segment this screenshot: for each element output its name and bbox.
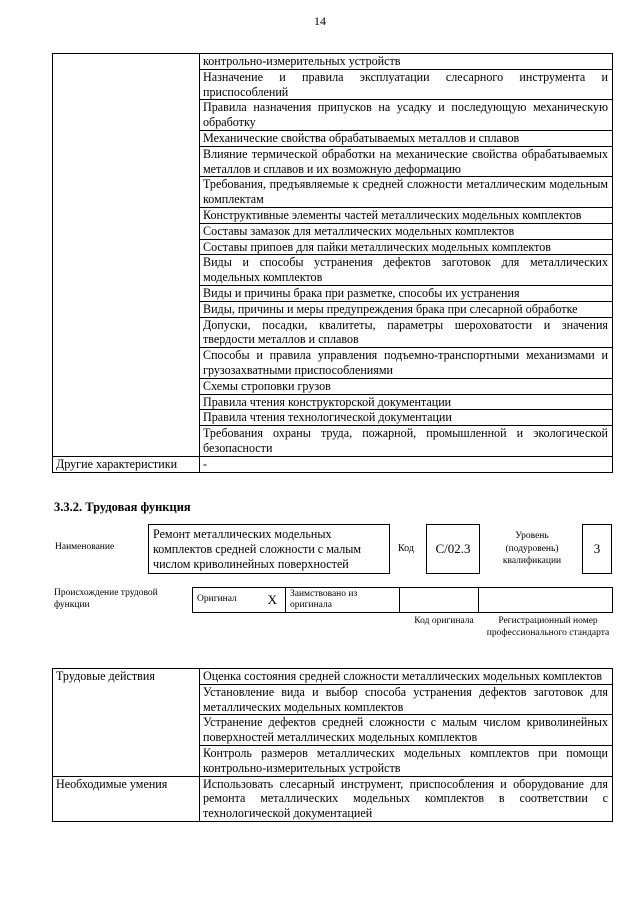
labor-action-item: Устранение дефектов средней сложности с малым числом криволинейных поверхностей металлических модельных комплектов bbox=[200, 715, 613, 746]
function-name-value: Ремонт металлических модельных комплектов средней сложности с малым числом криволинейных поверхностей bbox=[148, 524, 390, 574]
knowledge-item: Требования охраны труда, пожарной, промышленной и экологической безопасности bbox=[200, 426, 613, 457]
borrowed-cell bbox=[286, 588, 400, 613]
knowledge-item: Правила чтения технологической документации bbox=[200, 410, 613, 426]
origin-table bbox=[192, 587, 613, 613]
other-characteristics-label: Другие характеристики bbox=[53, 456, 200, 472]
original-mark: X bbox=[267, 592, 277, 608]
qualification-level-value: 3 bbox=[582, 524, 612, 574]
function-code-value: С/02.3 bbox=[426, 524, 480, 574]
knowledge-item: Правила чтения конструкторской документации bbox=[200, 394, 613, 410]
labor-action-label: Трудовые действия bbox=[53, 669, 200, 777]
table-row bbox=[53, 776, 613, 821]
table-row bbox=[53, 54, 613, 70]
knowledge-table bbox=[52, 53, 613, 473]
actions-table bbox=[52, 668, 613, 822]
required-skill-item: Использовать слесарный инструмент, приспособления и оборудование для ремонта металлических модельных комплектов в соответствии с технологической документацией bbox=[200, 776, 613, 821]
borrowed-label: Заимствовано из оригинала bbox=[290, 588, 358, 610]
knowledge-item: Виды, причины и меры предупреждения брака при слесарной обработке bbox=[200, 301, 613, 317]
labor-action-item: Установление вида и выбор способа устранения дефектов заготовок для металлических модельных комплектов bbox=[200, 684, 613, 715]
reg-number-label: Регистрационный номер профессионального стандарта bbox=[486, 616, 610, 638]
knowledge-item: Способы и правила управления подъемно-транспортными механизмами и грузозахватными приспособлениями bbox=[200, 348, 613, 379]
knowledge-item: Виды и способы устранения дефектов заготовок для металлических модельных комплектов bbox=[200, 255, 613, 286]
code-original-label: Код оригинала bbox=[414, 616, 474, 626]
labor-action-item: Оценка состояния средней сложности металлических модельных комплектов bbox=[200, 669, 613, 685]
knowledge-item: Требования, предъявляемые к средней сложности металлическим модельным комплектам bbox=[200, 177, 613, 208]
knowledge-item: Виды и причины брака при разметке, способы их устранения bbox=[200, 285, 613, 301]
knowledge-item: Механические свойства обрабатываемых металлов и сплавов bbox=[200, 130, 613, 146]
knowledge-item: Составы замазок для металлических модельных комплектов bbox=[200, 223, 613, 239]
other-characteristics-row bbox=[53, 456, 613, 472]
required-skill-label: Необходимые умения bbox=[53, 776, 200, 821]
origin-label: Происхождение трудовой функции bbox=[54, 588, 158, 610]
original-cell bbox=[193, 588, 286, 613]
original-label: Оригинал bbox=[197, 594, 237, 605]
knowledge-item: Назначение и правила эксплуатации слесарного инструмента и приспособлений bbox=[200, 69, 613, 100]
knowledge-item: Составы припоев для пайки металлических модельных комплектов bbox=[200, 239, 613, 255]
labor-action-item: Контроль размеров металлических модельных комплектов при помощи контрольно-измерительных устройств bbox=[200, 745, 613, 776]
other-characteristics-value: - bbox=[200, 456, 613, 472]
page-number: 14 bbox=[314, 14, 326, 28]
knowledge-item: контрольно-измерительных устройств bbox=[200, 54, 613, 70]
knowledge-item: Влияние термической обработки на механические свойства обрабатываемых металлов и сплавов и их возможную деформацию bbox=[200, 146, 613, 177]
function-name-label: Наименование bbox=[55, 542, 115, 552]
qualification-level-label: Уровень (подуровень) квалификации bbox=[502, 531, 562, 566]
knowledge-item: Допуски, посадки, квалитеты, параметры шероховатости и значения твердости металлов и сплавов bbox=[200, 317, 613, 348]
knowledge-item: Правила назначения припусков на усадку и последующую механическую обработку bbox=[200, 100, 613, 131]
knowledge-item: Схемы строповки грузов bbox=[200, 378, 613, 394]
table-row bbox=[53, 669, 613, 685]
knowledge-label-cell bbox=[53, 54, 200, 457]
section-heading: 3.3.2. Трудовая функция bbox=[54, 500, 191, 514]
function-code-label: Код bbox=[398, 543, 414, 554]
reg-number-cell bbox=[479, 588, 613, 613]
knowledge-item: Конструктивные элементы частей металлических модельных комплектов bbox=[200, 207, 613, 223]
code-original-cell bbox=[400, 588, 479, 613]
